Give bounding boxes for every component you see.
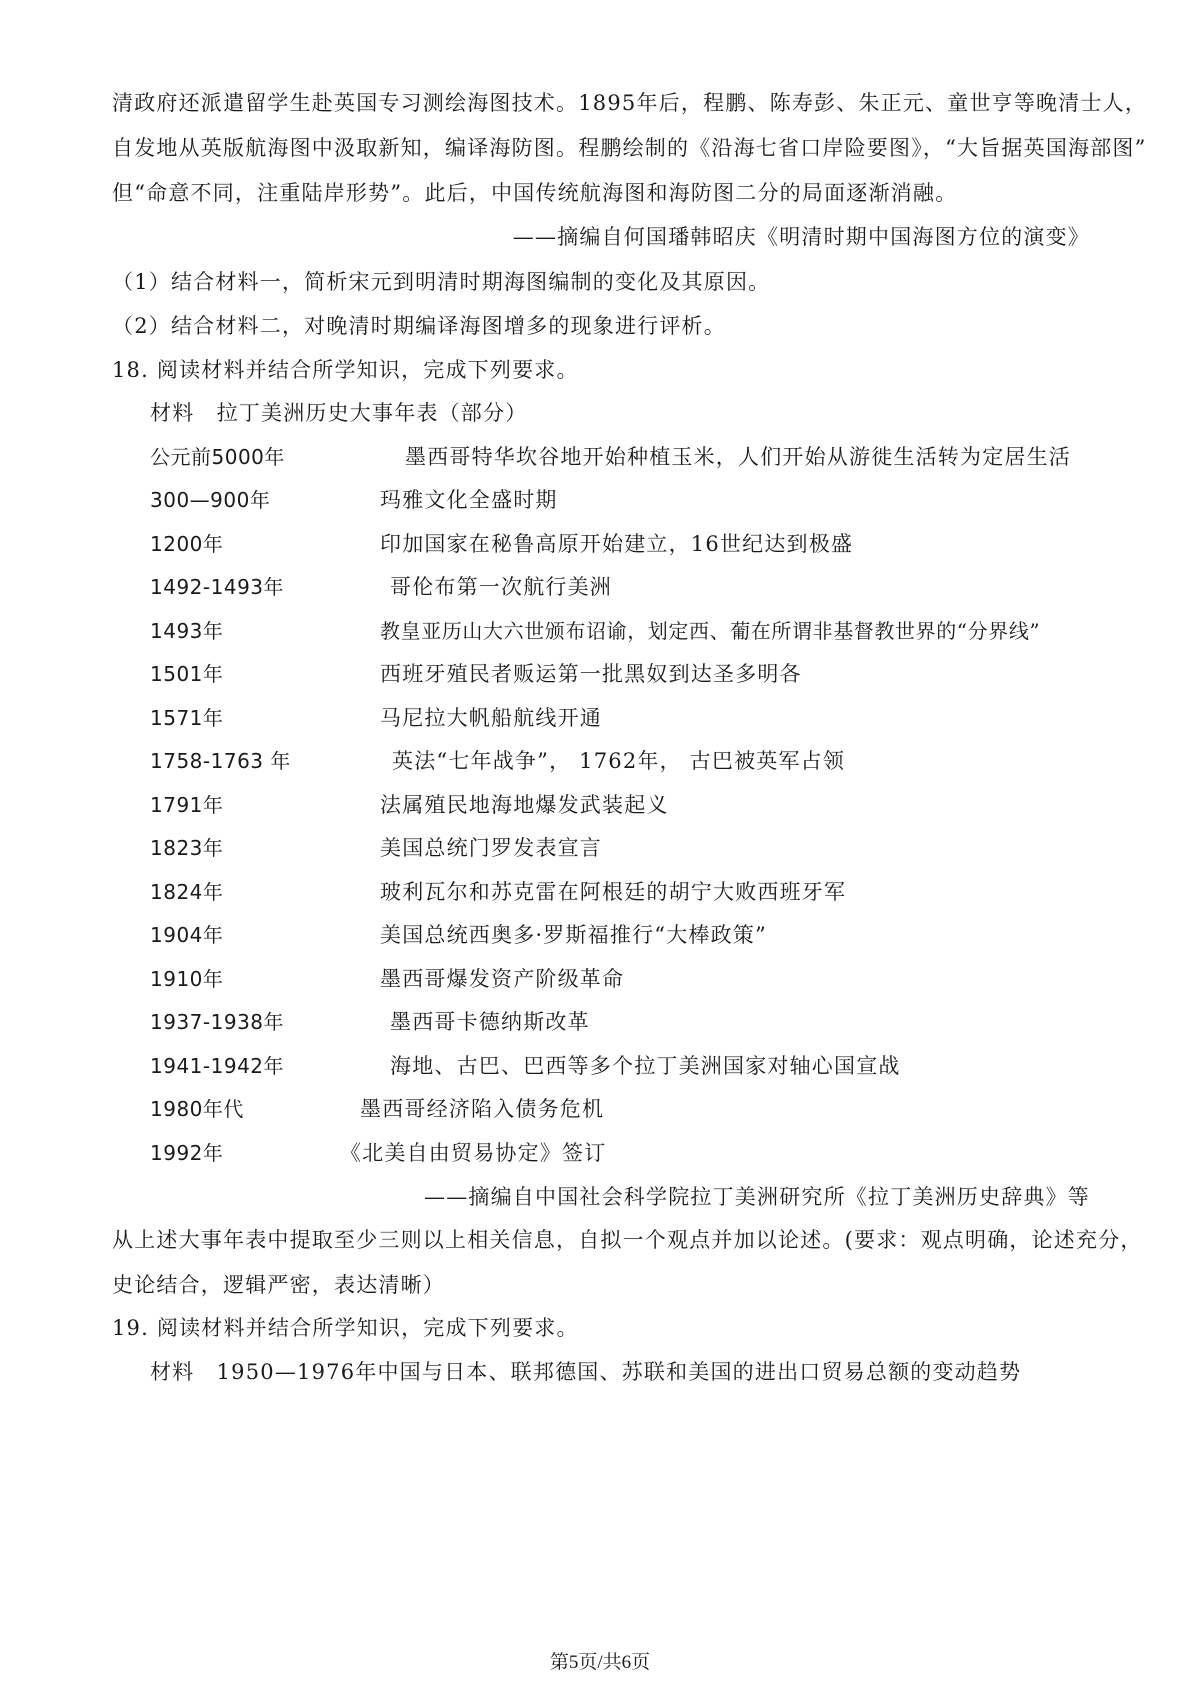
timeline-year: 1823年 xyxy=(150,836,224,860)
timeline-year: 1904年 xyxy=(150,923,224,947)
timeline-event: 《北美自由贸易协定》签订 xyxy=(340,1141,607,1165)
timeline-event: 玻利瓦尔和苏克雷在阿根廷的胡宁大败西班牙军 xyxy=(380,880,847,904)
timeline-event: 西班牙殖民者贩运第一批黑奴到达圣多明各 xyxy=(380,662,802,686)
timeline-event: 墨西哥经济陷入债务危机 xyxy=(360,1097,605,1121)
timeline-event: 美国总统西奥多·罗斯福推行“大棒政策” xyxy=(380,923,767,947)
material2-line-3: 但“命意不同，注重陆岸形势”。此后，中国传统航海图和海防图二分的局面逐渐消融。 xyxy=(112,181,958,205)
timeline-year: 1980年代 xyxy=(150,1097,244,1121)
timeline-year: 1910年 xyxy=(150,967,224,991)
material2-source: ——摘编自何国璠韩昭庆《明清时期中国海图方位的演变》 xyxy=(512,225,1090,249)
timeline-event: 法属殖民地海地爆发武装起义 xyxy=(380,793,669,817)
timeline-year: 1937-1938年 xyxy=(150,1010,285,1034)
timeline-year: 300—900年 xyxy=(150,488,271,512)
timeline-event: 哥伦布第一次航行美洲 xyxy=(390,575,612,599)
q17-sub2: （2）结合材料二，对晚清时期编译海图增多的现象进行评析。 xyxy=(112,314,726,338)
timeline-event: 美国总统门罗发表宣言 xyxy=(380,836,602,860)
q19-material-title: 材料 1950—1976年中国与日本、联邦德国、苏联和美国的进出口贸易总额的变动趋势 xyxy=(150,1360,1022,1384)
timeline-event: 教皇亚历山大六世颁布诏谕，划定西、葡在所谓非基督教世界的“分界线” xyxy=(380,619,1041,643)
timeline-year: 公元前5000年 xyxy=(150,445,285,469)
material2-line-1: 清政府还派遣留学生赴英国专习测绘海图技术。1895年后，程鹏、陈寿彭、朱正元、童世亨等晚清士人， xyxy=(112,91,1148,115)
q18-stem: 18. 阅读材料并结合所学知识，完成下列要求。 xyxy=(112,358,579,382)
page-footer: 第5页/共6页 xyxy=(549,1652,651,1673)
timeline-year: 1200年 xyxy=(150,532,224,556)
timeline-year: 1824年 xyxy=(150,880,224,904)
q18-source: ——摘编自中国社会科学院拉丁美洲研究所《拉丁美洲历史辞典》等 xyxy=(424,1185,1090,1209)
timeline-year: 1758-1763 年 xyxy=(150,749,291,773)
timeline-event: 海地、古巴、巴西等多个拉丁美洲国家对轴心国宣战 xyxy=(390,1054,901,1078)
timeline-event: 英法“七年战争”， 1762年， 古巴被英军占领 xyxy=(392,749,846,773)
timeline-event: 墨西哥卡德纳斯改革 xyxy=(390,1010,590,1034)
timeline-year: 1992年 xyxy=(150,1141,224,1165)
timeline-event: 墨西哥特华坎谷地开始种植玉米，人们开始从游徙生活转为定居生活 xyxy=(405,445,1071,469)
timeline-year: 1501年 xyxy=(150,662,224,686)
material2-line-2: 自发地从英版航海图中汲取新知，编译海防图。程鹏绘制的《沿海七省口岸险要图》，“大旨据英国海部图” xyxy=(112,136,1147,160)
q18-material-title: 材料 拉丁美洲历史大事年表（部分） xyxy=(150,401,528,425)
timeline-event: 印加国家在秘鲁高原开始建立，16世纪达到极盛 xyxy=(380,532,854,556)
timeline-year: 1571年 xyxy=(150,706,224,730)
timeline-event: 马尼拉大帆船航线开通 xyxy=(380,706,602,730)
timeline-event: 玛雅文化全盛时期 xyxy=(380,488,558,512)
q18-task-line-2: 史论结合，逻辑严密，表达清晰） xyxy=(112,1273,445,1297)
timeline-event: 墨西哥爆发资产阶级革命 xyxy=(380,967,625,991)
q18-task-line-1: 从上述大事年表中提取至少三则以上相关信息，自拟一个观点并加以论述。(要求：观点明确，论述充分， xyxy=(112,1228,1143,1252)
timeline-year: 1493年 xyxy=(150,619,224,643)
q19-stem: 19. 阅读材料并结合所学知识，完成下列要求。 xyxy=(112,1316,579,1340)
timeline-year: 1492-1493年 xyxy=(150,575,285,599)
q17-sub1: （1）结合材料一，简析宋元到明清时期海图编制的变化及其原因。 xyxy=(112,270,771,294)
timeline-year: 1791年 xyxy=(150,793,224,817)
timeline-year: 1941-1942年 xyxy=(150,1054,285,1078)
